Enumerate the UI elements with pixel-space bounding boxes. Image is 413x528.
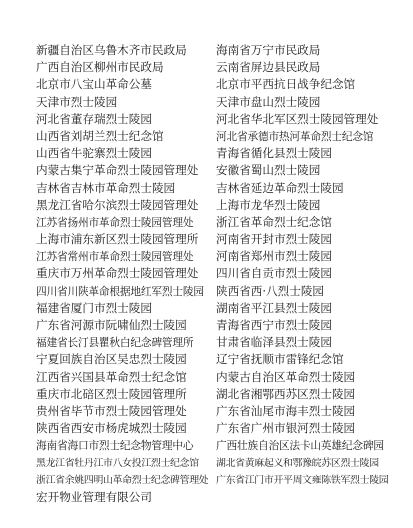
right-list-entry: 河南省郑州市烈士陵园 (216, 249, 332, 264)
left-list-entry: 海南省海口市烈士纪念物管理中心 (36, 439, 194, 453)
right-list-entry: 河北省承德市热河革命烈士纪念馆 (216, 129, 374, 143)
left-list-entry: 四川省川陕革命根据地红军烈士陵园 (36, 284, 204, 298)
left-list-entry: 黑龙江省哈尔滨烈士陵园管理处 (36, 197, 199, 212)
right-list-entry: 四川省自贡市烈士陵园 (216, 266, 332, 281)
left-list-entry: 江西省兴国县革命烈士纪念馆 (36, 369, 187, 384)
right-list-entry: 广东省汕尾市海丰烈士陵园 (216, 403, 356, 418)
left-list-entry: 内蒙古集宁革命烈士陵园管理处 (36, 163, 199, 178)
left-list-entry: 广东省河源市阮啸仙烈士陵园 (36, 318, 187, 332)
right-list-entry: 湖北省湘鄂西苏区烈士陵园 (216, 386, 356, 401)
right-list-entry: 湖北省黄麻起义和鄂豫皖苏区烈士陵园 (216, 457, 379, 469)
right-list-entry: 湖南省平江县烈士陵园 (216, 300, 332, 315)
right-list-entry: 河南省开封市烈士陵园 (216, 232, 332, 247)
organization-list-right (216, 42, 398, 489)
right-list-entry: 甘肃省临泽县烈士陵园 (216, 335, 332, 350)
left-list-entry: 吉林省吉林市革命烈士陵园 (36, 180, 176, 195)
right-list-entry: 云南省屏边县民政局 (216, 60, 321, 75)
left-list-entry: 贵州省毕节市烈士陵园管理处 (36, 403, 187, 418)
left-list-entry: 新疆自治区乌鲁木齐市民政局 (36, 43, 187, 57)
right-list-entry: 内蒙古自治区革命烈士陵园 (216, 369, 356, 384)
left-list-entry: 重庆市万州革命烈士陵园管理处 (36, 266, 199, 281)
right-list-entry: 浙江省革命烈士纪念馆 (216, 214, 332, 229)
right-list-entry: 广东省广州市银河烈士陵园 (216, 421, 356, 436)
left-list-entry: 陕西省西安市杨虎城烈士陵园 (36, 421, 187, 436)
right-list-entry: 北京市平西抗日战争纪念馆 (216, 77, 356, 92)
right-list-entry: 吉林省延边革命烈士陵园 (216, 180, 344, 195)
left-list-entry: 重庆市北碚区烈士陵园管理所 (36, 386, 187, 401)
left-list-entry: 黑龙江省牡丹江市八女投江烈士纪念馆 (36, 457, 199, 469)
right-list-entry: 陕西省西·八烈士陵园 (216, 283, 325, 298)
right-list-entry: 广西壮族自治区法卡山英雄纪念碑园 (216, 439, 384, 453)
right-list-entry: 辽宁省抚顺市雷锋纪念馆 (216, 352, 344, 367)
right-list-entry: 青海省西宁市烈士陵园 (216, 318, 332, 332)
left-list-entry: 天津市烈士陵园 (36, 94, 118, 109)
right-list-entry: 河北省华北军区烈士陵园管理处 (216, 111, 379, 126)
left-list-entry: 福建省长汀县瞿秋白纪念碑管理所 (36, 336, 194, 350)
left-list-entry: 上海市浦东新区烈士陵园管理所 (36, 232, 199, 247)
left-list-entry: 浙江省余姚四明山革命烈士纪念碑管理处 (36, 474, 209, 486)
left-list-entry: 广西自治区柳州市民政局 (36, 60, 164, 75)
left-list-entry: 宏开物业管理有限公司 (36, 489, 152, 504)
right-list-entry: 天津市盘山烈士陵园 (216, 94, 321, 109)
right-list-entry: 上海市龙华烈士陵园 (216, 197, 321, 212)
left-list-entry: 福建省厦门市烈士陵园 (36, 300, 152, 315)
right-list-entry: 广东省江门市开平周文雍陈铁军烈士陵园 (216, 474, 389, 486)
left-list-entry: 河北省董存瑞烈士陵园 (36, 111, 152, 126)
left-list-entry: 山西省刘胡兰烈士纪念馆 (36, 128, 164, 143)
right-list-entry: 青海省循化县烈士陵园 (216, 146, 332, 161)
left-list-entry: 宁夏回族自治区吴忠烈士陵园 (36, 352, 187, 367)
left-list-entry: 江苏省常州市革命烈士陵园管理处 (36, 250, 194, 264)
left-list-entry: 江苏省扬州市革命烈士陵园管理处 (36, 215, 194, 229)
right-list-entry: 海南省万宁市民政局 (216, 43, 321, 57)
right-list-entry: 安徽省蜀山烈士陵园 (216, 163, 321, 178)
organization-list-left (36, 42, 214, 506)
left-list-entry: 山西省牛驼寨烈士陵园 (36, 146, 152, 161)
left-list-entry: 北京市八宝山革命公墓 (36, 77, 152, 92)
